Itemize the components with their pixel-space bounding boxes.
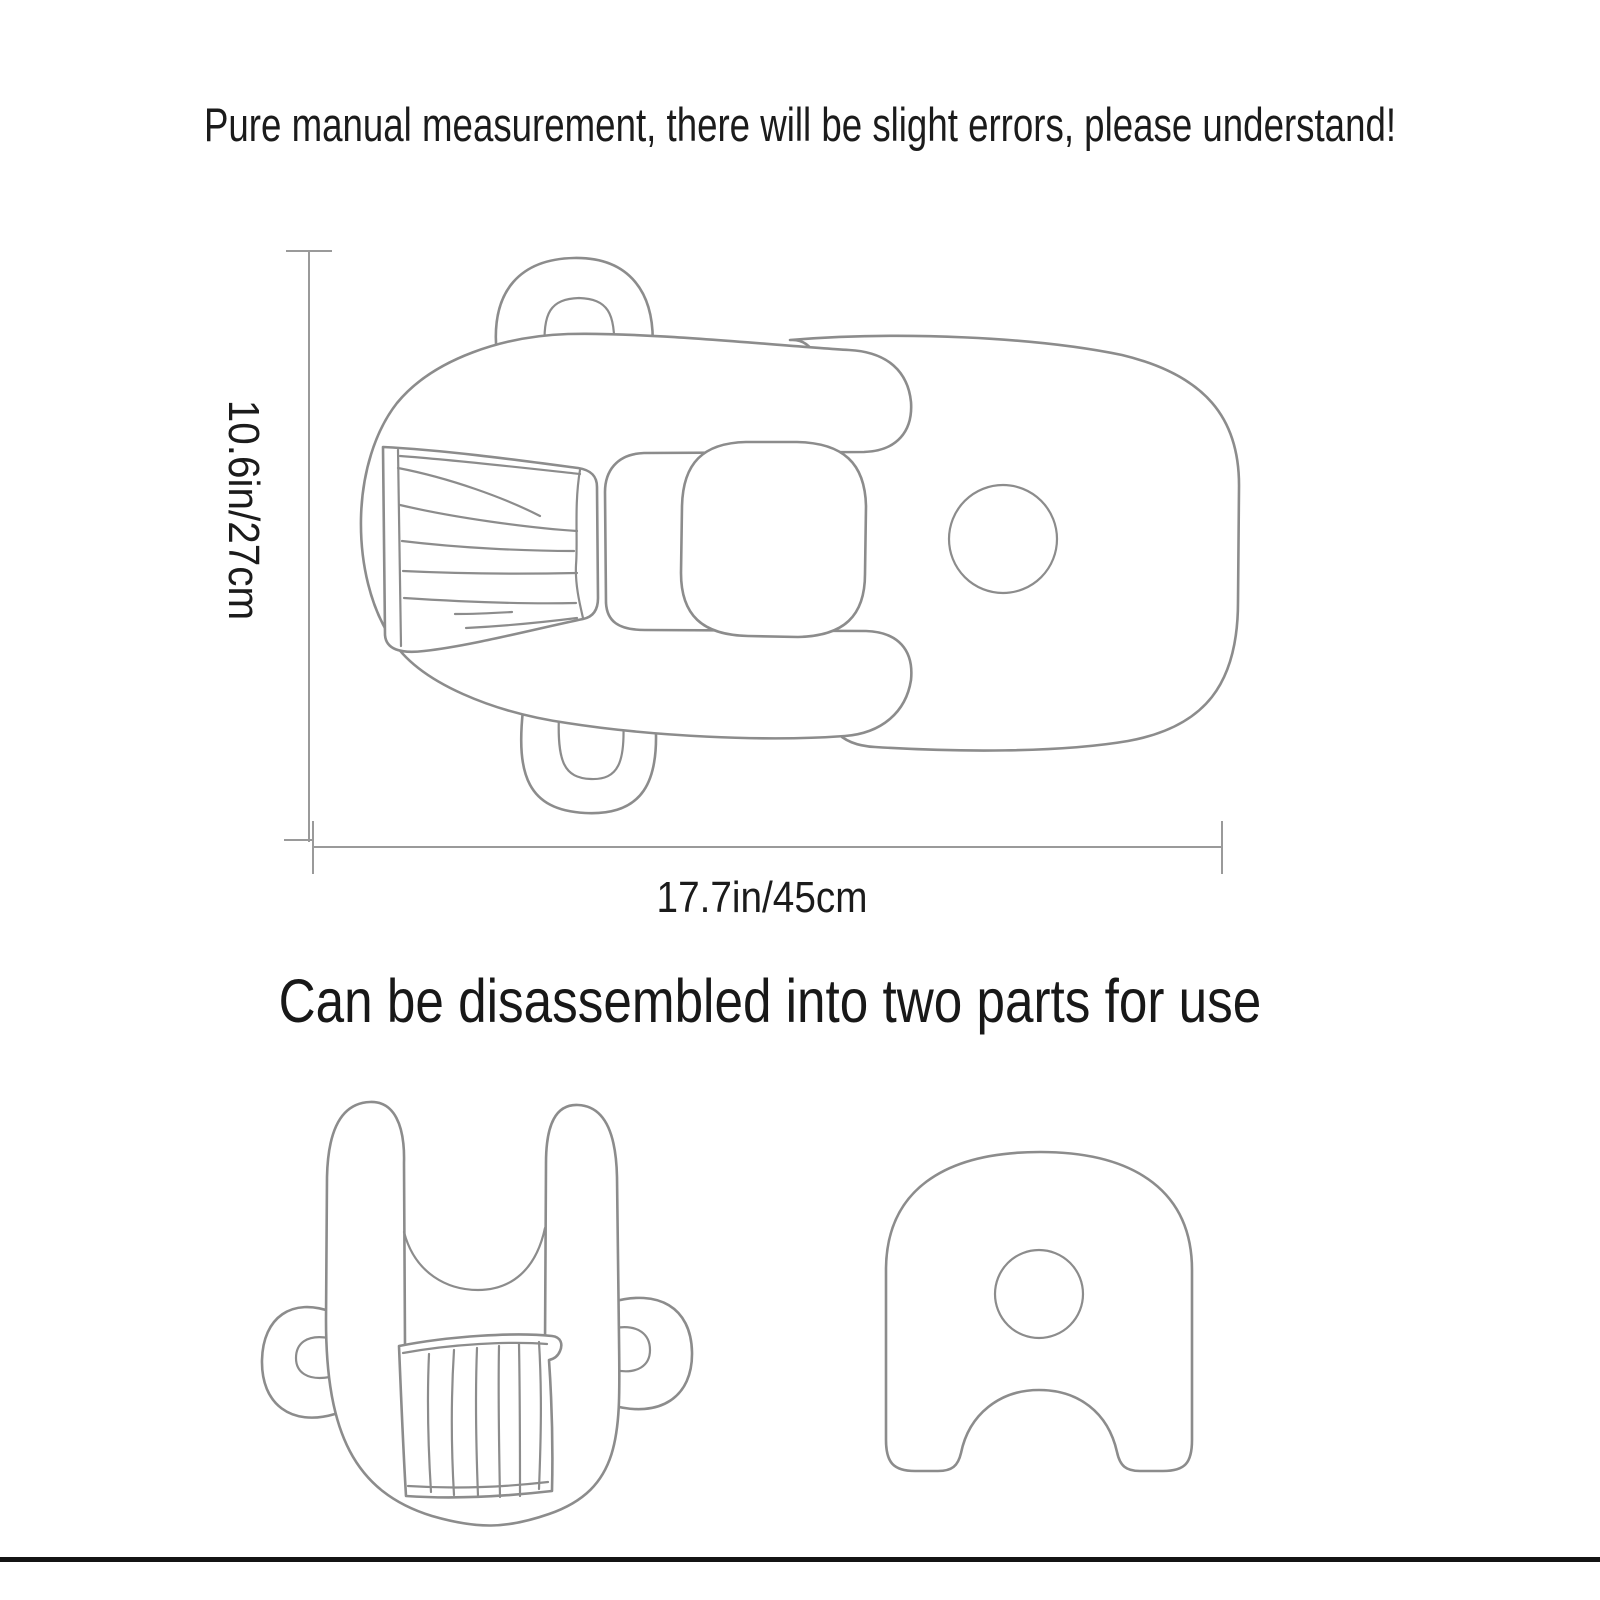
arch-part-outline: [886, 1152, 1192, 1471]
width-dimension-label: 17.7in/45cm: [656, 873, 868, 922]
seat-hollow-curve: [404, 1228, 545, 1290]
front-pocket-outline: [399, 1334, 561, 1497]
top-view-figure: [361, 258, 1239, 813]
disclaimer-text: Pure manual measurement, there will be slight errors, please understand!: [203, 98, 1397, 151]
left-ear-outline: [262, 1307, 335, 1418]
center-cushion-outline: [681, 442, 866, 637]
pleat-line: [519, 1344, 520, 1496]
right-ear-outline: [611, 1298, 692, 1409]
section-heading: Can be disassembled into two parts for use: [278, 967, 1262, 1035]
pleat-line: [499, 1346, 500, 1497]
height-dimension-label: 10.6in/27cm: [219, 399, 268, 621]
bottom-divider-line: [0, 1557, 1600, 1562]
part-left-figure: [262, 1102, 692, 1526]
part-right-figure: [886, 1152, 1192, 1471]
